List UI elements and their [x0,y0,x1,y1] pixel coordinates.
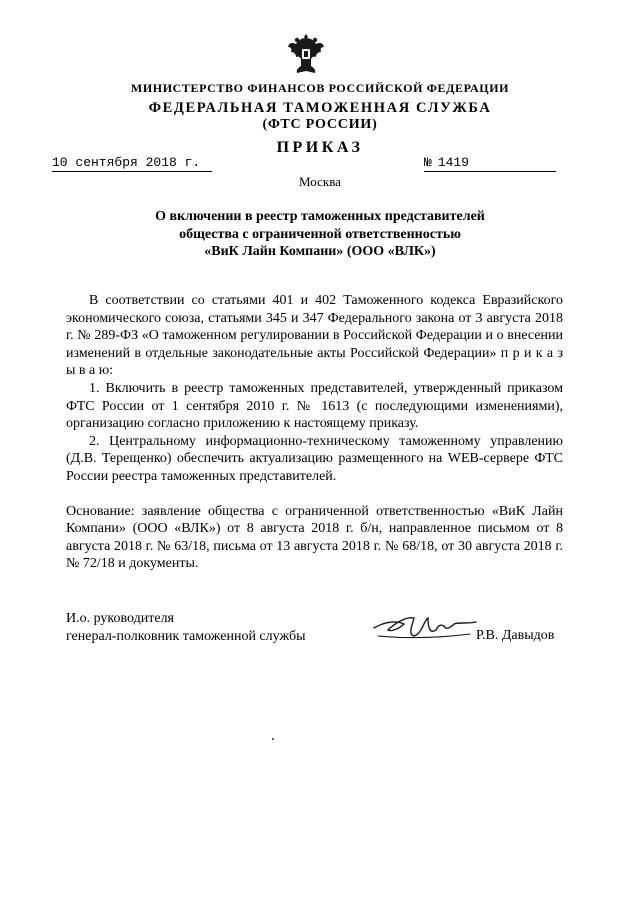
number-value: 1419 [437,155,470,170]
document-date: 10 сентября 2018 г. [52,155,212,172]
document-title [60,208,580,261]
service-short-name: (ФТС РОССИИ) [262,117,378,132]
document-type: ПРИКАЗ [276,139,364,156]
title-line: О включении в реестр таможенных представителей [155,209,485,224]
position-line: И.о. руководителя [66,611,175,626]
signatory-name: Р.В. Давыдов [476,628,555,643]
position-line: генерал-полковник таможенной службы [66,628,306,644]
number-sign: № [424,155,432,170]
document-city: Москва [299,174,341,189]
title-line: «ВиК Лайн Компани» (ООО «ВЛК») [204,244,436,259]
double-headed-eagle-emblem-icon [286,30,326,76]
document-body [66,292,563,573]
service-name: ФЕДЕРАЛЬНАЯ ТАМОЖЕННАЯ СЛУЖБА [148,100,492,116]
title-line: общества с ограниченной ответственностью [179,226,461,242]
signatory-position [66,610,305,645]
paragraph-item-1: 1. Включить в реестр таможенных представителей, утвержденный приказом ФТС России от 1 сентября 2010 г. № 1613 (с последующими изменениями), организацию согласно приложению к настоящему приказу. [66,380,563,432]
paragraph-basis: Основание: заявление общества с ограниченной ответственностью «ВиК Лайн Компани» (ООО «ВЛК») от 8 августа 2018 г. б/н, направленное письмом от 8 августа 2018 г. № 63/18, письма от 13 августа 2018 г. № 68/18, от 30 августа 2018 г. № 72/18 и документы. [66,503,563,572]
paragraph-item-2: 2. Центральному информационно-техническому таможенному управлению (Д.В. Терещенко) обеспечить актуализацию размещенного на WEB-сервере ФТС России реестра таможенных представителей. [66,433,563,484]
ministry-name: МИНИСТЕРСТВО ФИНАНСОВ РОССИЙСКОЙ ФЕДЕРАЦИИ [130,81,510,95]
handwritten-signature-icon [370,606,480,644]
document-number [424,155,556,172]
stray-dot [272,738,274,740]
paragraph-preamble: В соответствии со статьями 401 и 402 Таможенного кодекса Евразийского экономического союза, статьями 345 и 347 Федерального закона от 3 августа 2018 г. № 289-ФЗ «О таможенном регулировании в Российской Федерации и о внесении изменений в отдельные законодательные акты Российской Федерации» п р и к а з ы в а ю: [66,293,563,379]
